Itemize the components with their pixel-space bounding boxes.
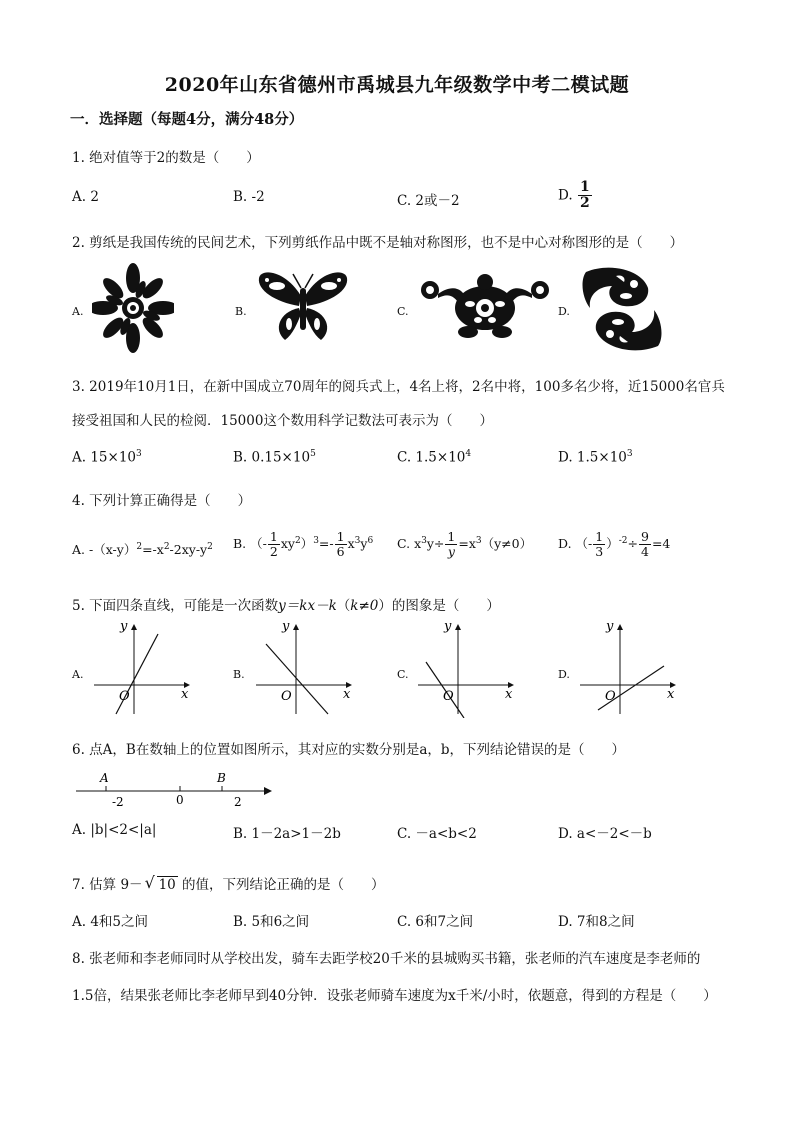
q5-label-a: A. (72, 668, 84, 681)
q4-option-b: B. （- $\frac{1}{2}$ $xy^2)^3=-$ $\frac{1}{6}$ $x^3y^6$ (233, 529, 374, 559)
page-title: 2020年山东省德州市禹城县九年级数学中考二模试题 (164, 74, 630, 96)
q2-label-c: C. (397, 305, 409, 318)
origin-label: O (605, 689, 616, 704)
q3-option-c: C. $1.5\times 10^4$ (397, 449, 472, 466)
q6-stem: 6. 点A，B在数轴上的位置如图所示，其对应的实数分别是a，b，下列结论错误的是（ ） (72, 742, 626, 758)
q3-option-a: A. $15\times 10^3$ (72, 449, 142, 466)
q4-option-d: D. （- $\frac{1}{3}$ ）$^{-2}$÷ $\frac{9}{4}$ =4 (558, 529, 671, 559)
q4-stem: 4. 下列计算正确得是（ ） (72, 493, 252, 509)
q5-graph-d (574, 618, 684, 718)
q5-label-b: B. (233, 668, 245, 681)
q4-option-a: A. $-(x-y)^2=-x^2-2xy-y^2$ (72, 541, 213, 557)
axis-y-label: y (282, 619, 290, 634)
q7-option-a: A. 4和5之间 (72, 914, 149, 930)
radical: √ 10 (144, 873, 176, 893)
q6-option-c: C. －a<b<2 (397, 826, 477, 842)
tick-label-neg2: -2 (112, 795, 124, 809)
point-a-label: A (100, 771, 109, 785)
axis-y-label: y (120, 619, 128, 634)
origin-label: O (119, 689, 130, 704)
q8-line1: 8. 张老师和李老师同时从学校出发，骑车去距学校20千米的县城购买书籍，张老师的汽车速度是李老师的 (72, 951, 701, 967)
q1-option-a: A. 2 (72, 189, 99, 205)
q7-option-c: C. 6和7之间 (397, 914, 474, 930)
q2-label-a: A. (72, 305, 84, 318)
q8-line2: 1.5倍，结果张老师比李老师早到40分钟．设张老师骑车速度为x千米/小时，依题意，得到的方程是（ ） (72, 988, 717, 1004)
q1-option-d: D. $\frac{1}{2}$ (558, 179, 590, 211)
papercut-floral-image (418, 270, 552, 342)
q5-graph-c (412, 618, 522, 718)
papercut-butterfly-image (255, 268, 351, 346)
axis-x-label: x (343, 687, 351, 702)
q2-label-d: D. (558, 305, 570, 318)
q5-stem: 5. 下面四条直线，可能是一次函数y＝kx－k（k≠0）的图象是（ ） (72, 598, 500, 614)
axis-x-label: x (181, 687, 189, 702)
origin-label: O (281, 689, 292, 704)
sqrt-symbol: √ (144, 873, 155, 892)
axis-x-label: x (505, 687, 513, 702)
q1-stem: 1. 绝对值等于2的数是（ ） (72, 150, 260, 166)
number-line (72, 766, 282, 812)
point-b-label: B (217, 771, 226, 785)
tick-label-0: 0 (176, 793, 184, 807)
q2-stem: 2. 剪纸是我国传统的民间艺术，下列剪纸作品中既不是轴对称图形，也不是中心对称图形的是（ ） (72, 235, 684, 251)
section-title: 一．选择题（每题4分，满分48分） (70, 111, 304, 128)
q3-stem: 3. 2019年10月1日，在新中国成立70周年的阅兵式上，4名上将，2名中将，100多名少将，近15000名官兵接受祖国和人民的检阅．15000这个数用科学记数法可表示为（ ） (72, 379, 725, 429)
q2-label-b: B. (235, 305, 247, 318)
tick-label-2: 2 (234, 795, 242, 809)
q6-option-d: D. a<－2<－b (558, 826, 652, 842)
origin-label: O (443, 689, 454, 704)
q6-option-b: B. 1－2a>1－2b (233, 826, 341, 842)
papercut-fish-image (580, 264, 664, 354)
q7-option-b: B. 5和6之间 (233, 914, 310, 930)
q1-option-b: B. -2 (233, 189, 265, 205)
papercut-flower-image (92, 262, 174, 354)
q3-option-b: B. $0.15\times 10^5$ (233, 449, 316, 466)
q5-label-d: D. (558, 668, 570, 681)
q5-graph-a (88, 618, 198, 718)
q7-stem: 7. 估算 9－ √ 10 的值，下列结论正确的是（ ） (72, 873, 385, 893)
q5-label-c: C. (397, 668, 409, 681)
q6-option-a: A. |b|<2<|a| (72, 822, 157, 838)
q1-option-c: C. 2或－2 (397, 193, 460, 209)
axis-y-label: y (444, 619, 452, 634)
axis-x-label: x (667, 687, 675, 702)
axis-y-label: y (606, 619, 614, 634)
q7-option-d: D. 7和8之间 (558, 914, 635, 930)
q4-option-c: C. $x^3y\div$ $\frac{1}{y}$ $=x^3(y\ne 0)$ (397, 529, 533, 559)
q5-graph-b (250, 618, 360, 718)
q3-option-d: D. $1.5\times 10^3$ (558, 449, 633, 466)
